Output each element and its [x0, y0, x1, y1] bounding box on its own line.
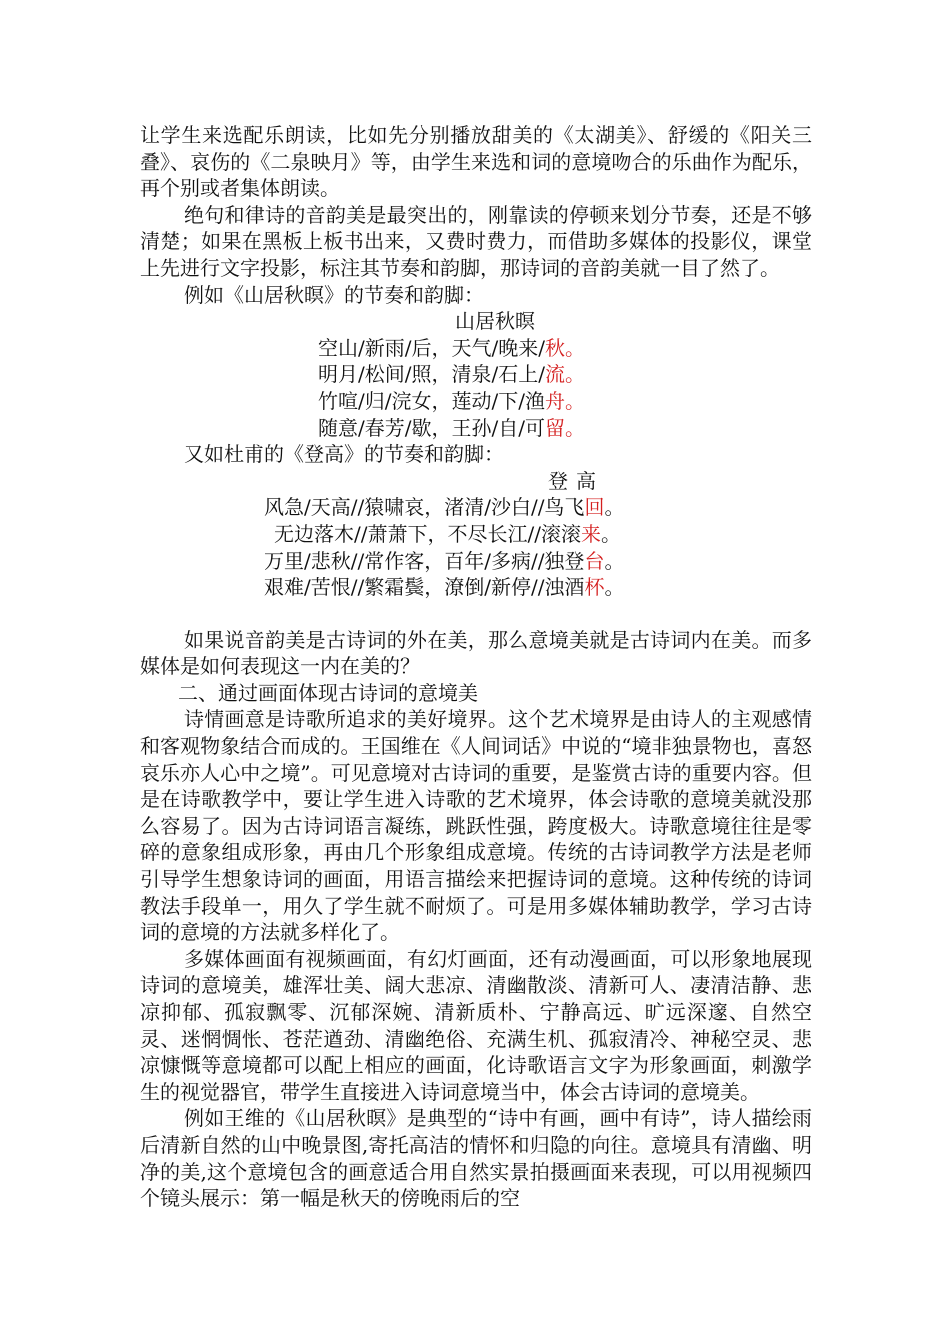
- rhyme-char: 回: [584, 495, 605, 520]
- paragraph: 例如王维的《山居秋暝》是典型的“诗中有画，画中有诗”，诗人描绘雨后清新自然的山中晚景图,寄托高洁的情怀和归隐的向往。意境具有清幽、明净的美,这个意境包含的画意适合用自然实景拍摄画面来表现，可以用视频四个镜头展示：第一幅是秋天的傍晚雨后的空: [140, 1106, 812, 1211]
- paragraph: 又如杜甫的《登高》的节奏和韵脚：: [184, 442, 504, 467]
- poem-title: 山居秋暝: [455, 309, 535, 334]
- poem-title: 登高: [548, 468, 604, 493]
- poem-line: 万里/悲秋//常作客，百年/多病//独登台。: [264, 548, 625, 573]
- poem-line: 竹喧/归/浣女，莲动/下/渔舟。: [318, 388, 585, 413]
- paragraph: 如果说音韵美是古诗词的外在美，那么意境美就是古诗词内在美。而多媒体是如何表现这一内在美的？: [140, 627, 812, 679]
- paragraph: 让学生来选配乐朗读，比如先分别播放甜美的《太湖美》、舒缓的《阳关三叠》、哀伤的《二泉映月》等，由学生来选和词的意境吻合的乐曲作为配乐，再个别或者集体朗读。: [140, 123, 812, 201]
- rhyme-char: 留。: [544, 415, 585, 440]
- poem-line: 无边落木//萧萧下，不尽长江//滚滚来。: [274, 521, 621, 546]
- rhyme-char: 台: [584, 548, 605, 573]
- rhyme-char: 来: [580, 521, 601, 546]
- poem-line: 风急/天高//猿啸哀，渚清/沙白//鸟飞回。: [264, 495, 625, 520]
- rhyme-char: 杯: [584, 575, 605, 600]
- spacer: [140, 601, 812, 627]
- poem-line: 空山/新雨/后，天气/晚来/秋。: [318, 335, 585, 360]
- paragraph: 绝句和律诗的音韵美是最突出的，刚靠读的停顿来划分节奏，还是不够清楚；如果在黑板上板书出来，又费时费力，而借助多媒体的投影仪，课堂上先进行文字投影，标注其节奏和韵脚，那诗词的音韵美就一目了然了。: [140, 202, 812, 280]
- poem-line: 艰难/苦恨//繁霜鬓，潦倒/新停//浊酒杯。: [264, 575, 625, 600]
- document-body: [140, 122, 812, 1212]
- rhyme-char: 秋。: [544, 335, 585, 360]
- paragraph: 例如《山居秋暝》的节奏和韵脚：: [184, 282, 484, 307]
- poem-line: 明月/松间/照，清泉/石上/流。: [318, 362, 585, 387]
- rhyme-char: 流。: [544, 362, 585, 387]
- section-heading: 二、通过画面体现古诗词的意境美: [178, 680, 478, 705]
- paragraph: 多媒体画面有视频画面，有幻灯画面，还有动漫画面，可以形象地展现诗词的意境美，雄浑壮美、阔大悲凉、清幽散淡、清新可人、凄清洁静、悲凉抑郁、孤寂飘零、沉郁深婉、清新质朴、宁静高远、旷远深邃、自然空灵、迷惘惆怅、苍茫遒劲、清幽绝俗、充满生机、孤寂清冷、神秘空灵、悲凉慷慨等意境都可以配上相应的画面，化诗歌语言文字为形象画面，刺激学生的视觉器官，带学生直接进入诗词意境当中，体会古诗词的意境美。: [140, 946, 812, 1104]
- paragraph: 诗情画意是诗歌所追求的美好境界。这个艺术境界是由诗人的主观感情和客观物象结合而成的。王国维在《人间词话》中说的“境非独景物也，喜怒哀乐亦人心中之境”。可见意境对古诗词的重要，是鉴赏古诗的重要内容。但是在诗歌教学中，要让学生进入诗歌的艺术境界，体会诗歌的意境美就没那么容易了。因为古诗词语言凝练，跳跃性强，跨度极大。诗歌意境往往是零碎的意象组成形象，再由几个形象组成意境。传统的古诗词教学方法是老师引导学生想象诗词的画面，用语言描绘来把握诗词的意境。这种传统的诗词教法手段单一，用久了学生就不耐烦了。可是用多媒体辅助教学，学习古诗词的意境的方法就多样化了。: [140, 707, 812, 945]
- rhyme-char: 舟。: [544, 388, 585, 413]
- poem-line: 随意/春芳/歇，王孙/自/可留。: [318, 415, 585, 440]
